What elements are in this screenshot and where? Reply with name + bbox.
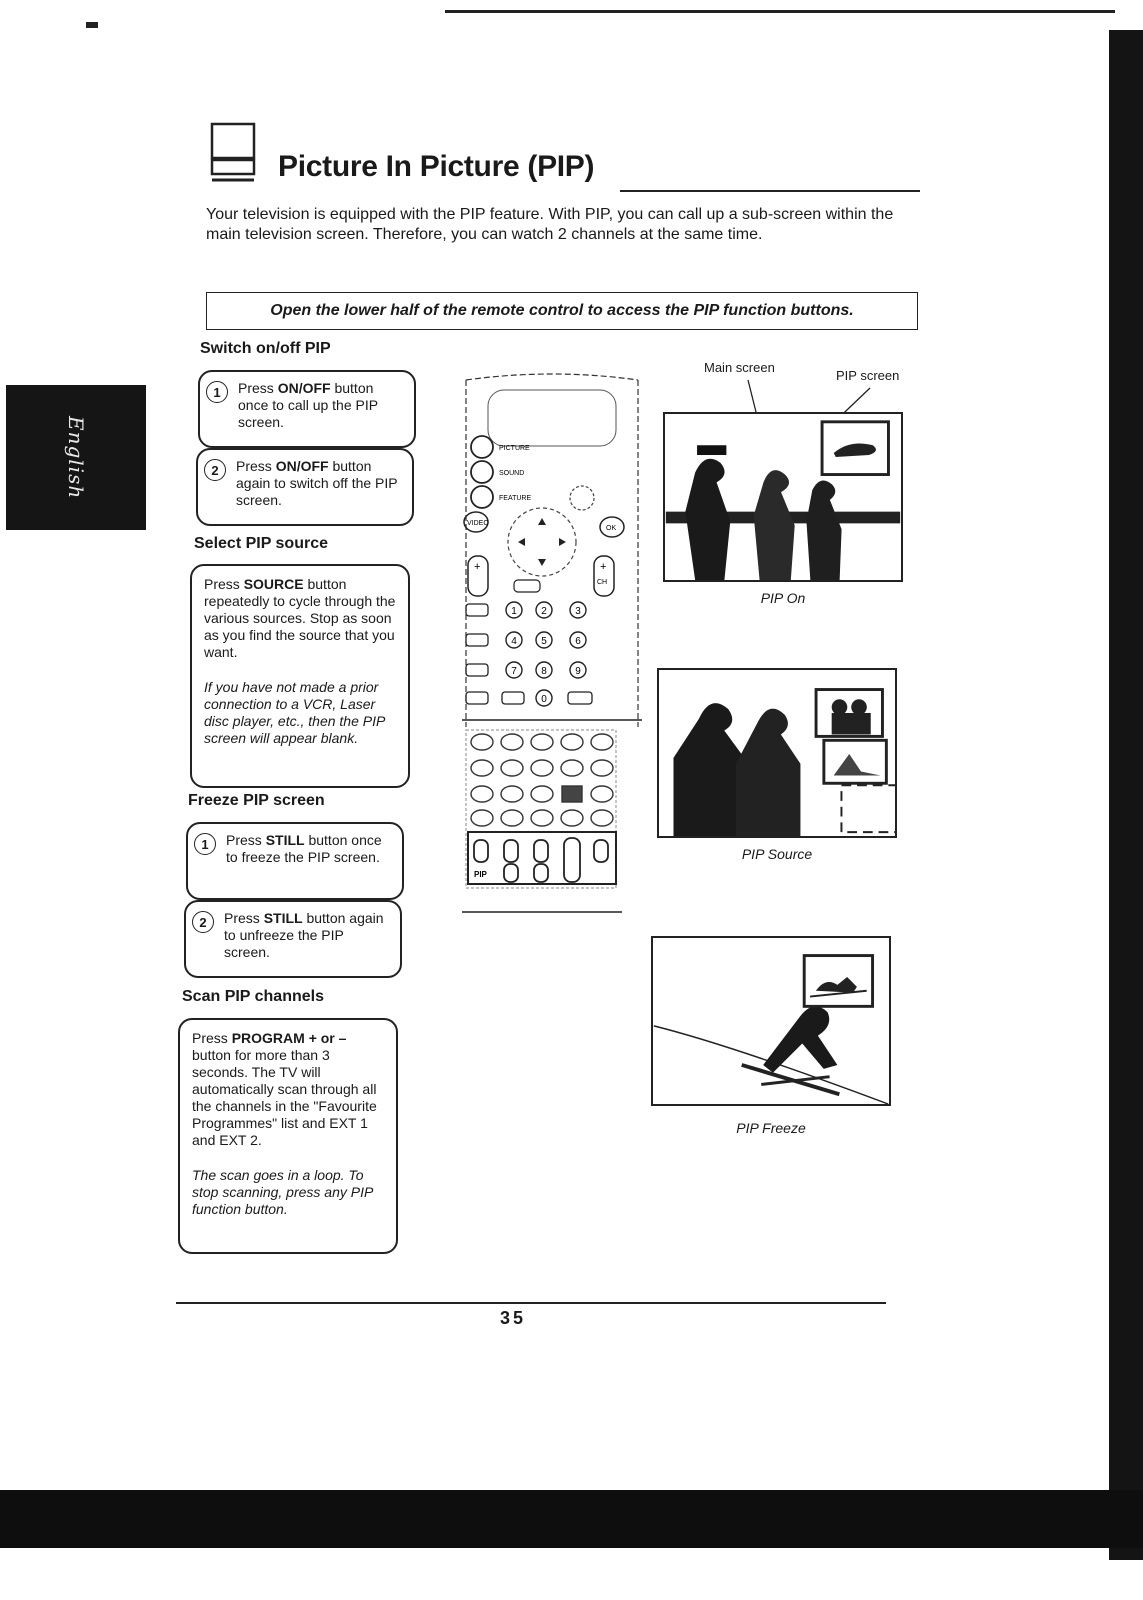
- pip-on-picture: [663, 412, 903, 582]
- remote-label-sound: SOUND: [499, 470, 525, 477]
- key-4: 4: [511, 636, 517, 647]
- key-3: 3: [575, 606, 581, 617]
- step-number: 2: [192, 911, 214, 933]
- scan-instructions: Press PROGRAM + or – button for more than 3 seconds. The TV will automatically scan through all the channels in the "Favourite Programmes" list and EXT 1 and EXT 2.: [192, 1030, 377, 1148]
- key-7: 7: [511, 666, 517, 677]
- pip-source-scene: [659, 670, 895, 836]
- freeze-pip-heading: Freeze PIP screen: [188, 792, 325, 809]
- scan-pip-box: [178, 1018, 398, 1254]
- remote-label-ok: OK: [606, 525, 617, 532]
- notice-box: [206, 292, 918, 330]
- key-8: 8: [541, 666, 547, 677]
- key-6: 6: [575, 636, 581, 647]
- page-title: Picture In Picture (PIP): [278, 150, 595, 183]
- page-number: 35: [500, 1308, 527, 1328]
- remote-label-feature: FEATURE: [499, 495, 532, 502]
- pip-freeze-picture: [651, 936, 891, 1106]
- title-rule: [620, 190, 920, 192]
- pip-freeze-caption: PIP Freeze: [736, 1120, 806, 1136]
- step-text: Press STILL button once to freeze the PIP screen.: [226, 832, 382, 865]
- button-name: ON/OFF: [275, 458, 329, 474]
- top-rule: [445, 10, 1115, 13]
- key-5: 5: [541, 636, 547, 647]
- source-note: If you have not made a prior connection to a VCR, Laser disc player, etc., then the PIP screen will appear blank.: [204, 679, 385, 746]
- remote-control-drawing: [462, 372, 642, 932]
- button-name: STILL: [263, 910, 303, 926]
- key-2: 2: [541, 606, 547, 617]
- step-number: 2: [204, 459, 226, 481]
- freeze-step-2: [184, 900, 402, 978]
- pip-freeze-scene: [653, 938, 889, 1104]
- svg-text:+: +: [600, 561, 607, 573]
- scan-pip-heading: Scan PIP channels: [182, 988, 324, 1005]
- tv-icon: [210, 122, 256, 184]
- pip-on-caption: PIP On: [760, 590, 806, 606]
- select-source-box: [190, 564, 410, 788]
- key-0: 0: [541, 694, 547, 705]
- key-1: 1: [511, 606, 517, 617]
- switch-step-1: [198, 370, 416, 448]
- switch-step-2: [196, 448, 414, 526]
- step-number: 1: [194, 833, 216, 855]
- key-9: 9: [575, 666, 581, 677]
- select-source-heading: Select PIP source: [194, 535, 328, 552]
- remote-label-video: VIDEO: [467, 520, 489, 527]
- bottom-edge-shadow: [0, 1490, 1143, 1548]
- remote-label-picture: PICTURE: [499, 445, 530, 452]
- button-name: ON/OFF: [277, 380, 331, 396]
- page-edge-shadow: [1109, 30, 1143, 1560]
- footer-rule: [176, 1302, 886, 1304]
- pip-screen-label: PIP screen: [836, 368, 900, 383]
- pip-source-caption: PIP Source: [741, 846, 813, 862]
- button-name: PROGRAM + or –: [231, 1030, 347, 1046]
- language-label: English: [64, 415, 88, 500]
- step-text: Press STILL button again to unfreeze the PIP screen.: [224, 910, 384, 960]
- button-name: STILL: [265, 832, 305, 848]
- button-name: SOURCE: [243, 576, 304, 592]
- main-screen-label: Main screen: [704, 360, 775, 375]
- scan-note: The scan goes in a loop. To stop scanning, press any PIP function button.: [192, 1167, 373, 1217]
- step-text: Press ON/OFF button again to switch off the PIP screen.: [236, 458, 398, 508]
- remote-label-pip: PIP: [474, 870, 487, 879]
- switch-pip-heading: Switch on/off PIP: [200, 340, 331, 357]
- pip-source-picture: [657, 668, 897, 838]
- remote-control-illustration: [462, 372, 642, 932]
- pip-on-scene: [665, 414, 901, 580]
- step-number: 1: [206, 381, 228, 403]
- step-text: Press ON/OFF button once to call up the PIP screen.: [238, 380, 378, 430]
- notice-text: Open the lower half of the remote control to access the PIP function buttons.: [270, 302, 854, 319]
- language-tab: [6, 385, 146, 530]
- svg-text:+: +: [474, 561, 481, 573]
- source-instructions: Press SOURCE button repeatedly to cycle through the various sources. Stop as soon as you find the source that you want.: [204, 576, 396, 660]
- freeze-step-1: [186, 822, 404, 900]
- remote-label-ch: CH: [597, 579, 608, 586]
- corner-mark: [86, 22, 98, 28]
- intro-paragraph: Your television is equipped with the PIP feature. With PIP, you can call up a sub-screen within the main television screen. Therefore, you can watch 2 channels at the same time.: [206, 206, 894, 243]
